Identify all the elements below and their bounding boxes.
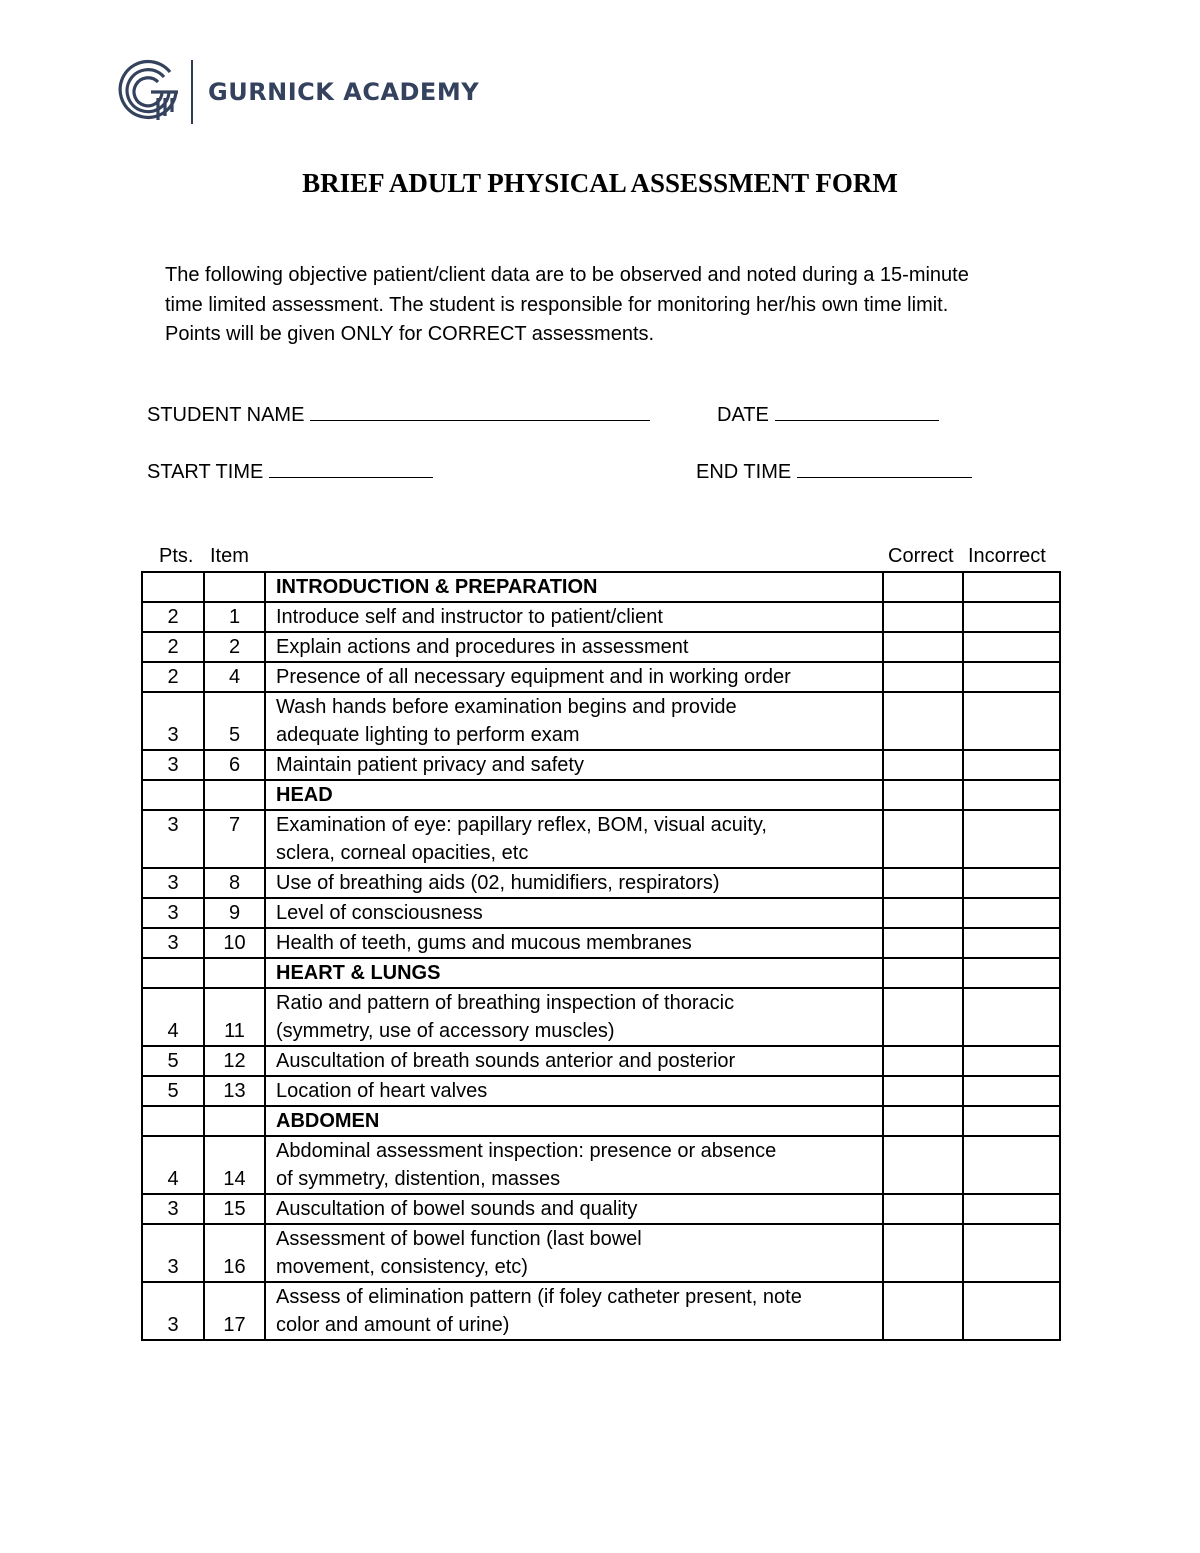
pts-cell: 3 (142, 1282, 204, 1340)
table-row (142, 868, 1060, 898)
correct-cell[interactable] (883, 632, 963, 662)
correct-cell[interactable] (883, 602, 963, 632)
pts-cell: 3 (142, 868, 204, 898)
end-time-field (696, 461, 972, 484)
item-description (265, 692, 883, 750)
incorrect-cell[interactable] (963, 1106, 1060, 1136)
table-row (142, 632, 1060, 662)
logo-divider (191, 60, 193, 124)
correct-cell[interactable] (883, 958, 963, 988)
pts-cell: 4 (142, 988, 204, 1046)
table-row (142, 810, 1060, 868)
brand-name: GURNICK ACADEMY (208, 78, 480, 106)
item-description (265, 868, 883, 898)
correct-cell[interactable] (883, 1224, 963, 1282)
item-description (265, 750, 883, 780)
section-title (265, 958, 883, 988)
incorrect-cell[interactable] (963, 602, 1060, 632)
incorrect-cell[interactable] (963, 1194, 1060, 1224)
header-pts: Pts. (159, 545, 194, 567)
pts-cell (142, 1106, 204, 1136)
pts-cell: 3 (142, 810, 204, 868)
pts-cell: 4 (142, 1136, 204, 1194)
pts-cell (142, 958, 204, 988)
description-line: Assess of elimination pattern (if foley catheter present, note (276, 1286, 802, 1308)
correct-cell[interactable] (883, 988, 963, 1046)
item-cell: 15 (204, 1194, 265, 1224)
item-description (265, 1224, 883, 1282)
pts-cell (142, 572, 204, 602)
correct-cell[interactable] (883, 750, 963, 780)
description-line: Presence of all necessary equipment and in working order (276, 666, 791, 688)
item-description (265, 810, 883, 868)
table-row (142, 602, 1060, 632)
item-cell: 5 (204, 692, 265, 750)
instructions-line: time limited assessment. The student is responsible for monitoring her/his own time limit. (165, 293, 949, 316)
incorrect-cell[interactable] (963, 1282, 1060, 1340)
correct-cell[interactable] (883, 898, 963, 928)
description-line: adequate lighting to perform exam (276, 724, 580, 746)
item-cell: 9 (204, 898, 265, 928)
incorrect-cell[interactable] (963, 1076, 1060, 1106)
item-cell: 16 (204, 1224, 265, 1282)
table-row (142, 662, 1060, 692)
header-correct: Correct (888, 545, 954, 567)
section-row (142, 572, 1060, 602)
item-description (265, 1076, 883, 1106)
description-line: sclera, corneal opacities, etc (276, 842, 529, 864)
correct-cell[interactable] (883, 1282, 963, 1340)
date-blank[interactable] (775, 404, 939, 421)
incorrect-cell[interactable] (963, 750, 1060, 780)
item-cell: 1 (204, 602, 265, 632)
item-cell (204, 958, 265, 988)
incorrect-cell[interactable] (963, 1136, 1060, 1194)
item-cell: 10 (204, 928, 265, 958)
pts-cell (142, 780, 204, 810)
pts-cell: 2 (142, 632, 204, 662)
incorrect-cell[interactable] (963, 810, 1060, 868)
item-cell: 6 (204, 750, 265, 780)
description-line: of symmetry, distention, masses (276, 1168, 561, 1190)
table-row (142, 1046, 1060, 1076)
brand-logo (118, 58, 538, 128)
description-line: Explain actions and procedures in assessment (276, 636, 689, 658)
pts-cell: 2 (142, 662, 204, 692)
correct-cell[interactable] (883, 1076, 963, 1106)
table-row (142, 1076, 1060, 1106)
item-description (265, 602, 883, 632)
correct-cell[interactable] (883, 1046, 963, 1076)
incorrect-cell[interactable] (963, 692, 1060, 750)
instructions (165, 261, 1065, 350)
pts-cell: 3 (142, 1194, 204, 1224)
correct-cell[interactable] (883, 780, 963, 810)
description-line: Auscultation of bowel sounds and quality (276, 1198, 638, 1220)
description-line: Location of heart valves (276, 1080, 488, 1102)
incorrect-cell[interactable] (963, 988, 1060, 1046)
start-time-field (147, 461, 433, 484)
pts-cell: 5 (142, 1076, 204, 1106)
pts-cell: 2 (142, 602, 204, 632)
start-time-blank[interactable] (269, 461, 433, 478)
table-row (142, 1136, 1060, 1194)
pts-cell: 3 (142, 692, 204, 750)
correct-cell[interactable] (883, 1136, 963, 1194)
student-name-label: STUDENT NAME (147, 404, 305, 426)
pts-cell: 3 (142, 898, 204, 928)
item-cell (204, 780, 265, 810)
correct-cell[interactable] (883, 868, 963, 898)
gurnick-logo-icon (118, 58, 184, 124)
description-line: Introduce self and instructor to patient/client (276, 606, 663, 628)
table-row (142, 1194, 1060, 1224)
table-row (142, 1224, 1060, 1282)
item-description (265, 898, 883, 928)
correct-cell[interactable] (883, 1194, 963, 1224)
table-row (142, 928, 1060, 958)
description-line: Abdominal assessment inspection: presence or absence (276, 1140, 777, 1162)
correct-cell[interactable] (883, 692, 963, 750)
end-time-label: END TIME (696, 461, 792, 483)
incorrect-cell[interactable] (963, 780, 1060, 810)
description-line: Maintain patient privacy and safety (276, 754, 584, 776)
instructions-line: The following objective patient/client data are to be observed and noted during a 15-minute (165, 264, 969, 286)
item-cell: 8 (204, 868, 265, 898)
description-line: HEART & LUNGS (276, 962, 441, 984)
pts-cell: 5 (142, 1046, 204, 1076)
item-cell (204, 1106, 265, 1136)
incorrect-cell[interactable] (963, 632, 1060, 662)
description-line: Use of breathing aids (02, humidifiers, respirators) (276, 872, 720, 894)
correct-cell[interactable] (883, 572, 963, 602)
header-incorrect: Incorrect (968, 545, 1046, 567)
pts-cell: 3 (142, 928, 204, 958)
item-cell (204, 572, 265, 602)
item-cell: 12 (204, 1046, 265, 1076)
pts-cell: 3 (142, 1224, 204, 1282)
incorrect-cell[interactable] (963, 898, 1060, 928)
section-row (142, 1106, 1060, 1136)
item-description (265, 1282, 883, 1340)
page-title: BRIEF ADULT PHYSICAL ASSESSMENT FORM (302, 168, 898, 198)
correct-cell[interactable] (883, 928, 963, 958)
student-name-field (147, 404, 650, 427)
description-line: color and amount of urine) (276, 1314, 510, 1336)
description-line: HEAD (276, 784, 333, 806)
item-cell: 7 (204, 810, 265, 868)
section-title (265, 1106, 883, 1136)
section-row (142, 958, 1060, 988)
description-line: ABDOMEN (276, 1110, 380, 1132)
instructions-line: Points will be given ONLY for CORRECT assessments. (165, 323, 655, 345)
table-row (142, 750, 1060, 780)
item-cell: 2 (204, 632, 265, 662)
student-name-blank[interactable] (310, 404, 650, 421)
description-line: Wash hands before examination begins and provide (276, 696, 737, 718)
item-description (265, 1194, 883, 1224)
table-row (142, 988, 1060, 1046)
description-line: Health of teeth, gums and mucous membranes (276, 932, 692, 954)
item-description (265, 1136, 883, 1194)
incorrect-cell[interactable] (963, 1224, 1060, 1282)
description-line: Ratio and pattern of breathing inspection of thoracic (276, 992, 735, 1014)
table-row (142, 898, 1060, 928)
incorrect-cell[interactable] (963, 958, 1060, 988)
pts-cell: 3 (142, 750, 204, 780)
description-line: INTRODUCTION & PREPARATION (276, 576, 598, 598)
date-field (717, 404, 939, 427)
item-cell: 11 (204, 988, 265, 1046)
header-item: Item (210, 545, 249, 567)
item-description (265, 988, 883, 1046)
description-line: Auscultation of breath sounds anterior and posterior (276, 1050, 736, 1072)
item-cell: 4 (204, 662, 265, 692)
description-line: Assessment of bowel function (last bowel (276, 1228, 642, 1250)
table-row (142, 1282, 1060, 1340)
end-time-blank[interactable] (797, 461, 972, 478)
incorrect-cell[interactable] (963, 868, 1060, 898)
item-cell: 13 (204, 1076, 265, 1106)
item-description (265, 662, 883, 692)
incorrect-cell[interactable] (963, 572, 1060, 602)
incorrect-cell[interactable] (963, 1046, 1060, 1076)
correct-cell[interactable] (883, 662, 963, 692)
item-description (265, 928, 883, 958)
description-line: movement, consistency, etc) (276, 1256, 528, 1278)
description-line: (symmetry, use of accessory muscles) (276, 1020, 615, 1042)
date-label: DATE (717, 404, 769, 426)
assessment-table (141, 571, 1061, 1341)
section-title (265, 572, 883, 602)
item-description (265, 632, 883, 662)
table-row (142, 692, 1060, 750)
description-line: Level of consciousness (276, 902, 483, 924)
correct-cell[interactable] (883, 1106, 963, 1136)
item-description (265, 1046, 883, 1076)
section-row (142, 780, 1060, 810)
incorrect-cell[interactable] (963, 928, 1060, 958)
section-title (265, 780, 883, 810)
item-cell: 14 (204, 1136, 265, 1194)
start-time-label: START TIME (147, 461, 264, 483)
incorrect-cell[interactable] (963, 662, 1060, 692)
correct-cell[interactable] (883, 810, 963, 868)
description-line: Examination of eye: papillary reflex, BOM, visual acuity, (276, 814, 767, 836)
item-cell: 17 (204, 1282, 265, 1340)
